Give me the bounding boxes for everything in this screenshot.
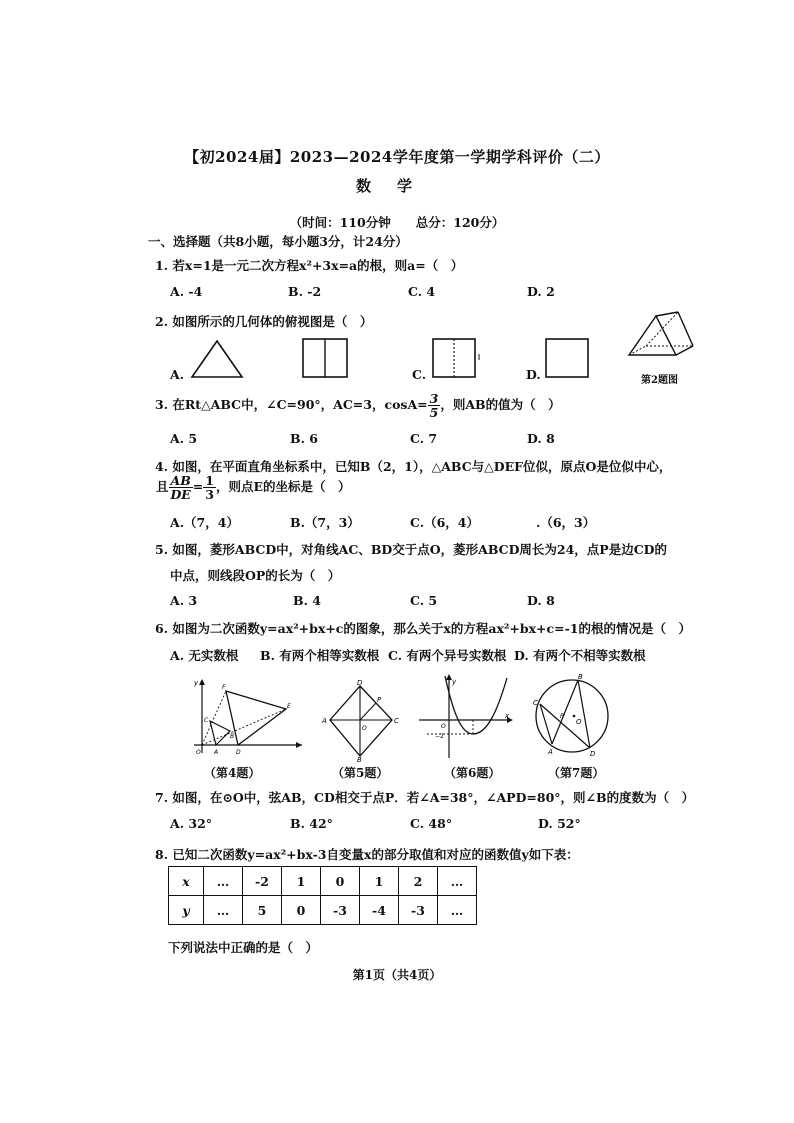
q3-stem-part-b: ，则AB的值为（ ） bbox=[440, 397, 561, 413]
table-cell: -3 bbox=[321, 896, 360, 925]
question-1-stem: 1. 若x=1是一元二次方程x²+3x=a的根，则a=（ ） bbox=[155, 258, 464, 273]
table-cell: -3 bbox=[399, 896, 438, 925]
exam-title: 【初2024届】2023—2024学年度第一学期学科评价（二） bbox=[184, 148, 610, 166]
question-3-stem bbox=[155, 392, 561, 419]
fig7-label-o: O bbox=[576, 718, 582, 726]
q2-option-a-triangle bbox=[190, 338, 245, 380]
q4-option-a: A.（7，4） bbox=[170, 515, 239, 530]
table-row-x bbox=[169, 867, 477, 896]
q4-option-c: C.（6，4） bbox=[410, 515, 479, 530]
q6-option-b: B. 有两个相等实数根 bbox=[260, 648, 380, 663]
q6-option-c: C. 有两个异号实数根 bbox=[388, 648, 507, 663]
q3-option-b: B. 6 bbox=[290, 431, 318, 446]
figure-5-rhombus bbox=[320, 680, 410, 762]
q4-stem-part-b: ，则点E的坐标是（ ） bbox=[215, 479, 351, 495]
q4-option-d: .（6，3） bbox=[536, 515, 596, 530]
q3-denominator: 5 bbox=[429, 405, 439, 421]
q2-label-a: A. bbox=[170, 367, 185, 382]
figure-5-caption: （第5题） bbox=[332, 766, 389, 780]
table-cell: 0 bbox=[321, 867, 360, 896]
q1-option-d: D. 2 bbox=[527, 284, 555, 299]
question-6-stem: 6. 如图为二次函数y=ax²+bx+c的图象，那么关于x的方程ax²+bx+c=-1的根的情况是（ ） bbox=[155, 621, 692, 636]
exam-subject: 数学 bbox=[355, 177, 438, 195]
fig7-label-a: A bbox=[548, 748, 553, 756]
q4-lead: 且 bbox=[156, 479, 169, 495]
table-cell: … bbox=[204, 867, 243, 896]
table-cell: y bbox=[169, 896, 204, 925]
table-cell: … bbox=[438, 896, 477, 925]
q5-option-c: C. 5 bbox=[410, 593, 438, 608]
q4-fraction-one-third bbox=[203, 474, 216, 501]
q3-fraction bbox=[428, 392, 441, 419]
fig6-label-y: y bbox=[452, 678, 457, 686]
q2-option-d-square bbox=[543, 336, 593, 380]
q3-option-c: C. 7 bbox=[410, 431, 438, 446]
figure-4-coordinate-plane bbox=[190, 675, 305, 757]
q4-fraction-ab-de bbox=[169, 474, 193, 501]
fig6-label-x: x bbox=[505, 712, 510, 720]
q5-option-d: D. 8 bbox=[527, 593, 555, 608]
table-cell: 1 bbox=[282, 867, 321, 896]
q4-numerator-1: 1 bbox=[205, 473, 214, 488]
table-cell: 2 bbox=[399, 867, 438, 896]
table-cell: x bbox=[169, 867, 204, 896]
fig4-label-y: y bbox=[194, 679, 199, 687]
q3-option-a: A. 5 bbox=[170, 431, 198, 446]
q3-stem-part-a: 3. 在Rt△ABC中，∠C=90°，AC=3，cosA= bbox=[155, 397, 428, 413]
q4-denominator-de: DE bbox=[170, 487, 191, 503]
q4-denominator-3: 3 bbox=[205, 487, 214, 503]
table-cell: -2 bbox=[243, 867, 282, 896]
fig5-label-b: B bbox=[357, 756, 362, 762]
q2-label-c: C. bbox=[412, 367, 427, 382]
exam-info: （时间：110分钟 总分：120分） bbox=[289, 215, 505, 230]
q1-option-b: B. -2 bbox=[288, 284, 322, 299]
question-2-stem: 2. 如图所示的几何体的俯视图是（ ） bbox=[155, 314, 373, 329]
question-8-prompt: 下列说法中正确的是（ ） bbox=[168, 940, 319, 955]
q1-option-c: C. 4 bbox=[408, 284, 436, 299]
fig7-label-d: D bbox=[590, 750, 596, 758]
figure-6-caption: （第6题） bbox=[444, 766, 501, 780]
q4-option-b: B.（7，3） bbox=[290, 515, 360, 530]
fig4-label-d: D bbox=[236, 749, 241, 756]
table-cell: … bbox=[204, 896, 243, 925]
section-heading: 一、选择题（共8小题，每小题3分，计24分） bbox=[148, 234, 408, 249]
fig7-label-b: B bbox=[578, 673, 583, 681]
fig6-label-o: O bbox=[441, 723, 446, 730]
fig4-label-e: E bbox=[287, 703, 291, 710]
table-row-y bbox=[169, 896, 477, 925]
fig5-label-o: O bbox=[362, 725, 367, 732]
table-cell: … bbox=[438, 867, 477, 896]
q2-figure-caption: 第2题图 bbox=[641, 375, 678, 386]
q2-prism-figure bbox=[626, 310, 696, 364]
table-cell: 5 bbox=[243, 896, 282, 925]
q7-option-b: B. 42° bbox=[290, 816, 333, 831]
q7-option-d: D. 52° bbox=[538, 816, 581, 831]
q8-value-table bbox=[168, 866, 477, 925]
question-4-condition: 且 $\frac{AB}{DE}$ = $\frac{1}{3}$ ，则点E的坐标是（ ） bbox=[156, 473, 351, 503]
fig5-label-c: C bbox=[394, 717, 399, 725]
fig4-label-o: O bbox=[196, 749, 201, 756]
figure-4-caption: （第4题） bbox=[204, 766, 261, 780]
fig5-label-a: A bbox=[322, 717, 327, 725]
figure-7-caption: （第7题） bbox=[548, 766, 605, 780]
q4-numerator-ab: AB bbox=[170, 473, 191, 488]
figure-6-parabola bbox=[415, 672, 515, 762]
q6-option-a: A. 无实数根 bbox=[170, 648, 239, 663]
fig4-label-a: A bbox=[214, 749, 219, 756]
table-cell: 1 bbox=[360, 867, 399, 896]
q2-label-d: D. bbox=[526, 367, 541, 382]
q1-option-a: A. -4 bbox=[170, 284, 203, 299]
page-footer: 第1页（共4页） bbox=[352, 968, 442, 982]
fig4-label-c: C bbox=[204, 717, 209, 724]
fig7-label-p: P bbox=[560, 713, 564, 720]
q5-option-b: B. 4 bbox=[293, 593, 321, 608]
table-cell: -4 bbox=[360, 896, 399, 925]
fig6-label-minus-2: −2 bbox=[435, 733, 444, 740]
q2-option-c-rectangle bbox=[430, 336, 484, 380]
q3-option-d: D. 8 bbox=[527, 431, 555, 446]
table-cell: 0 bbox=[282, 896, 321, 925]
fig7-label-c: C bbox=[533, 699, 538, 707]
q7-option-c: C. 48° bbox=[410, 816, 453, 831]
fig4-label-b: B bbox=[230, 733, 235, 740]
q3-numerator: 3 bbox=[429, 391, 439, 406]
figure-7-circle bbox=[532, 672, 614, 758]
question-5-stem: 5. 如图，菱形ABCD中，对角线AC、BD交于点O，菱形ABCD周长为24，点P是边CD的 bbox=[155, 542, 667, 557]
fig5-label-d: D bbox=[357, 680, 363, 687]
question-7-stem: 7. 如图，在⊙O中，弦AB，CD相交于点P．若∠A=38°，∠APD=80°，则∠B的度数为（ ） bbox=[155, 790, 695, 805]
question-8-stem: 8. 已知二次函数y=ax²+bx-3自变量x的部分取值和对应的函数值y如下表： bbox=[155, 847, 579, 862]
q7-option-a: A. 32° bbox=[170, 816, 213, 831]
fig5-label-p: P bbox=[377, 696, 382, 704]
q5-option-a: A. 3 bbox=[170, 593, 198, 608]
q6-option-d: D. 有两个不相等实数根 bbox=[514, 648, 646, 663]
q2-option-b-rectangle bbox=[300, 336, 350, 380]
question-5-stem-cont: 中点，则线段OP的长为（ ） bbox=[170, 568, 341, 583]
fig4-label-f: F bbox=[222, 684, 226, 691]
question-4-stem: 4. 如图，在平面直角坐标系中，已知B（2，1），△ABC与△DEF位似，原点O是位似中心， bbox=[155, 459, 672, 474]
